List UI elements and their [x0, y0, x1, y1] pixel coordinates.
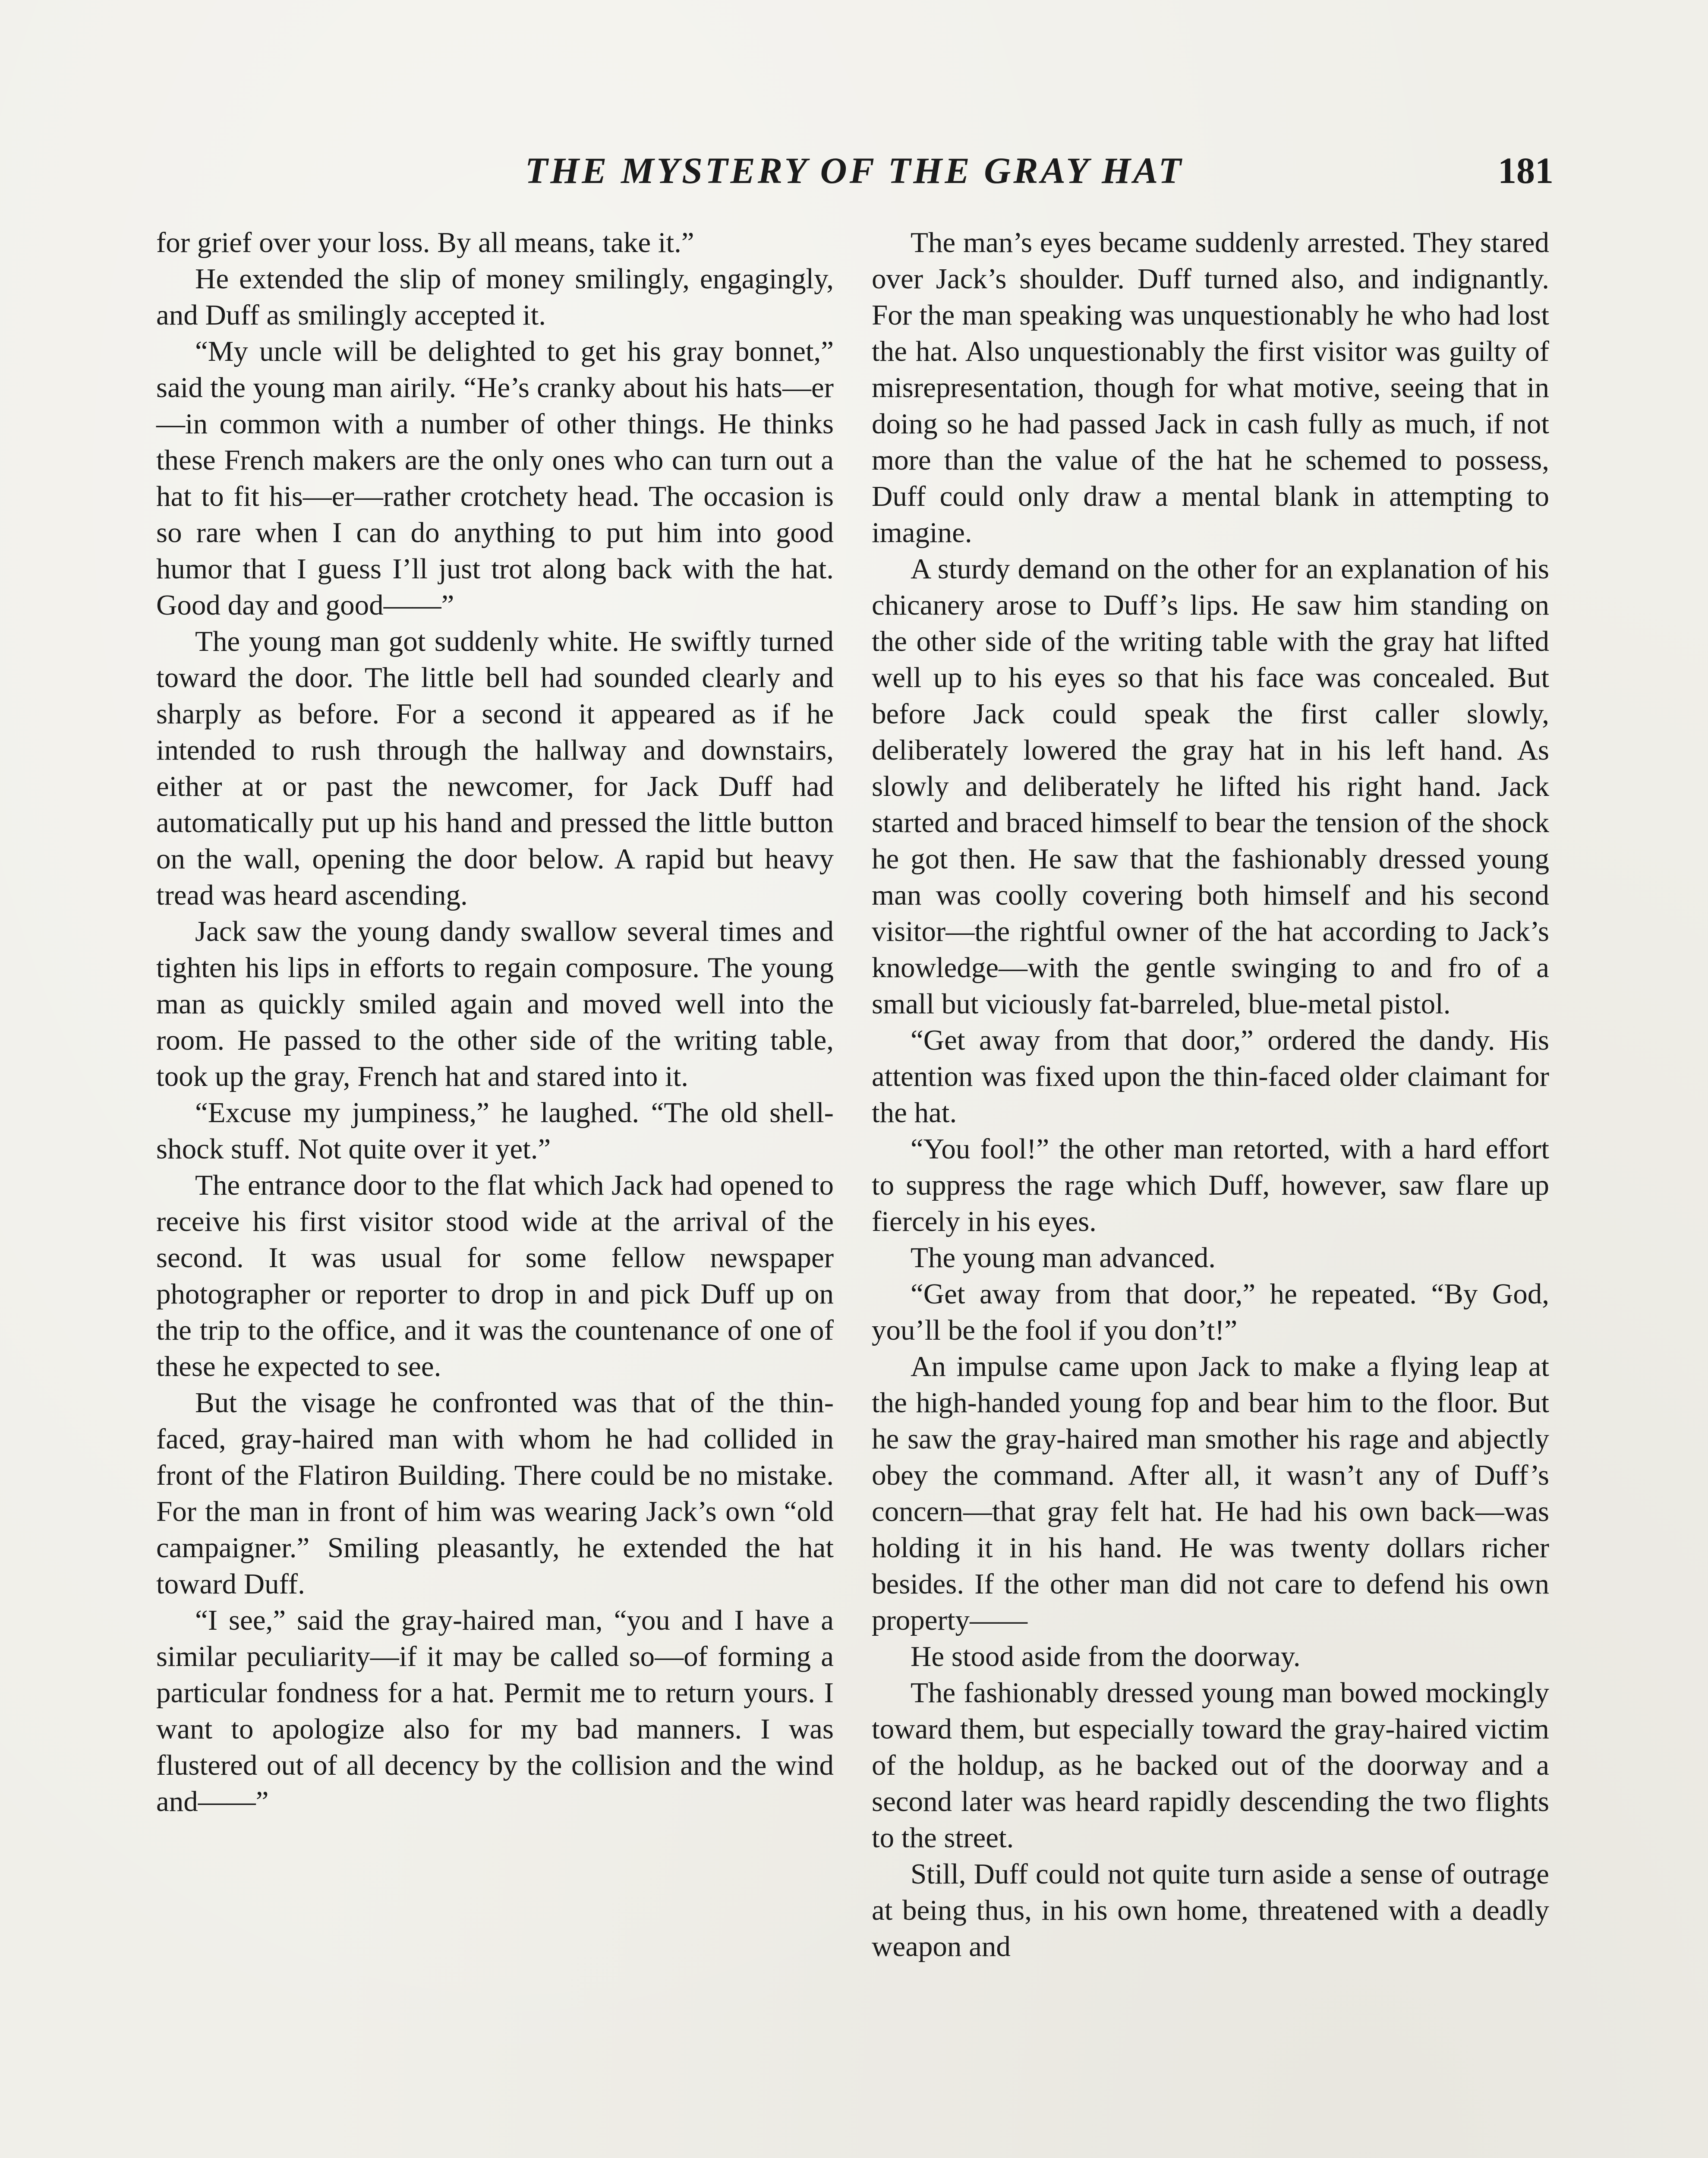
paragraph: The young man advanced. — [911, 1242, 1216, 1274]
paragraph: The fashionably dressed young man bowed mockingly toward them, but especially toward the gray-haired victim of the holdup, as he backed out of the doorway and a second later was heard rapidly descending the two flights to the street. — [872, 1677, 1549, 1854]
paragraph: The young man got suddenly white. He swiftly turned toward the door. The little bell had sounded clearly and sharply as before. For a second it appeared as if he intended to rush through the hallway and downstairs, either at or past the newcomer, for Jack Duff had automatically put up his hand and pressed the little button on the wall, opening the door below. A rapid but heavy tread was heard ascending. — [156, 625, 834, 911]
paragraph: “Get away from that door,” ordered the dandy. His attention was fixed upon the thin-faced older claimant for the hat. — [872, 1024, 1549, 1129]
page-number: 181 — [1498, 150, 1554, 191]
left-text-column — [156, 224, 834, 1820]
paragraph: The man’s eyes became suddenly arrested. They stared over Jack’s shoulder. Duff turned also, and indignantly. For the man speaking was unquestionably he who had lost the hat. Also unquestionably the first visitor was guilty of misrepresentation, though for what motive, seeing that in doing so he had passed Jack in cash fully as much, if not more than the value of the hat he schemed to possess, Duff could only draw a mental blank in attempting to imagine. — [872, 227, 1549, 549]
paragraph: Still, Duff could not quite turn aside a sense of outrage at being thus, in his own home, threatened with a deadly weapon and — [872, 1858, 1549, 1962]
right-text-column — [872, 224, 1549, 1965]
paragraph: “I see,” said the gray-haired man, “you and I have a similar peculiarity—if it may be called so—of forming a particular fondness for a hat. Permit me to return yours. I want to apologize also for my bad manners. I was flustered out of all decency by the collision and the wind and——” — [156, 1604, 834, 1817]
paragraph: The entrance door to the flat which Jack had opened to receive his first visitor stood wide at the arrival of the second. It was usual for some fellow newspaper photographer or reporter to drop in and pick Duff up on the trip to the office, and it was the countenance of one of these he expected to see. — [156, 1169, 834, 1382]
paragraph: He extended the slip of money smilingly, engagingly, and Duff as smilingly accepted it. — [156, 263, 834, 331]
paragraph: for grief over your loss. By all means, take it.” — [156, 227, 694, 259]
paragraph: “Excuse my jumpiness,” he laughed. “The old shell-shock stuff. Not quite over it yet.” — [156, 1097, 834, 1165]
running-header — [155, 142, 1554, 199]
paragraph: “My uncle will be delighted to get his gray bonnet,” said the young man airily. “He’s cranky about his hats—er—in common with a number of other things. He thinks these French makers are the only ones who can turn out a hat to fit his—er—rather crotchety head. The occasion is so rare when I can do anything to put him into good humor that I guess I’ll just trot along back with the hat. Good day and good——” — [156, 335, 834, 621]
paragraph: A sturdy demand on the other for an explanation of his chicanery arose to Duff’s lips. He saw him standing on the other side of the writing table with the gray hat lifted well up to his eyes so that his face was concealed. But before Jack could speak the first caller slowly, deliberately lowered the gray hat in his left hand. As slowly and deliberately he lifted his right hand. Jack started and braced himself to bear the tension of the shock he got then. He saw that the fashionably dressed young man was coolly covering both himself and his second visitor—the rightful owner of the hat according to Jack’s knowledge—with the gentle swinging to and fro of a small but viciously fat-barreled, blue-metal pistol. — [872, 553, 1549, 1020]
paragraph: “You fool!” the other man retorted, with a hard effort to suppress the rage which Duff, however, saw flare up fiercely in his eyes. — [872, 1133, 1549, 1237]
running-title: THE MYSTERY OF THE GRAY HAT — [525, 150, 1184, 191]
paragraph: But the visage he confronted was that of the thin-faced, gray-haired man with whom he had collided in front of the Flatiron Building. There could be no mistake. For the man in front of him was wearing Jack’s own “old campaigner.” Smiling pleasantly, he extended the hat toward Duff. — [156, 1387, 834, 1600]
paragraph: He stood aside from the doorway. — [911, 1641, 1301, 1672]
paragraph: Jack saw the young dandy swallow several times and tighten his lips in efforts to regain composure. The young man as quickly smiled again and moved well into the room. He passed to the other side of the writing table, took up the gray, French hat and stared into it. — [156, 915, 834, 1092]
paragraph: “Get away from that door,” he repeated. “By God, you’ll be the fool if you don’t!” — [872, 1278, 1549, 1346]
paragraph: An impulse came upon Jack to make a flying leap at the high-handed young fop and bear him to the floor. But he saw the gray-haired man smother his rage and abjectly obey the command. After all, it wasn’t any of Duff’s concern—that gray felt hat. He had his own back—was holding it in his hand. He was twenty dollars richer besides. If the other man did not care to defend his own property—— — [872, 1350, 1549, 1636]
